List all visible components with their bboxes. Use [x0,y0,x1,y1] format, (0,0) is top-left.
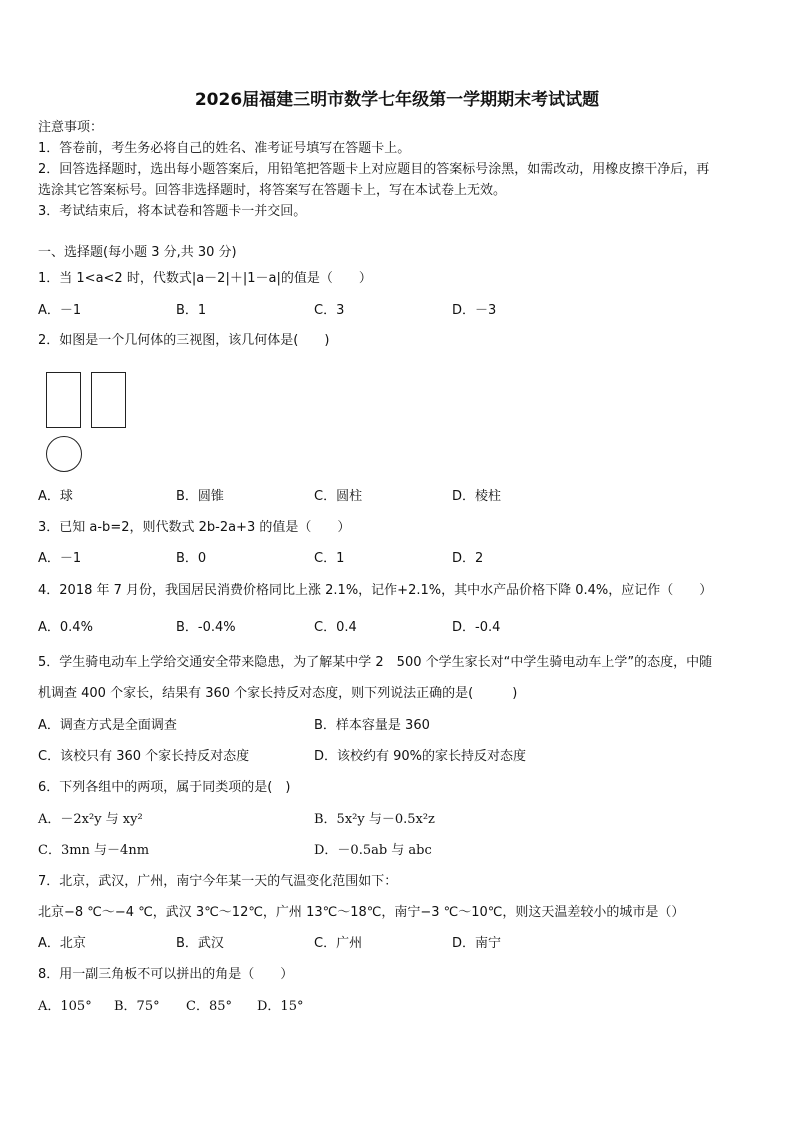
option-a: A．－2x²y 与 xy² [38,812,143,827]
question-stem-continued: 北京−8 ℃～−4 ℃，武汉 3℃～12℃，广州 13℃～18℃，南宁−3 ℃～10℃，则这天温差较小的城市是（） [38,905,685,920]
option-a: A．北京 [38,936,86,951]
notice-item: 2．回答选择题时，选出每小题答案后，用铅笔把答题卡上对应题目的答案标号涂黑，如需改动，用橡皮擦干净后，再 [38,162,710,177]
option-b: B．5x²y 与－0.5x²z [314,812,435,827]
option-c: C．3 [314,303,345,318]
option-c: C．85° [186,999,232,1014]
option-d: D．2 [452,551,484,566]
option-c: C．0.4 [314,620,357,635]
top-view-circle [46,436,82,472]
option-d: D．15° [257,999,304,1014]
question-stem: 8．用一副三角板不可以拼出的角是（ ） [38,967,294,982]
option-d: D．－3 [452,303,497,318]
option-c: C．3mn 与－4nm [38,843,150,858]
option-a: A．球 [38,489,73,504]
notice-heading: 注意事项： [38,120,104,135]
section-heading: 一、选择题(每小题 3 分,共 30 分) [38,245,237,260]
question-stem: 2．如图是一个几何体的三视图，该几何体是( ) [38,333,330,348]
option-b: B．75° [114,999,160,1014]
option-a: A．105° [38,999,92,1014]
option-a: A．－1 [38,551,82,566]
notice-item: 3．考试结束后，将本试卷和答题卡一并交回。 [38,204,307,219]
option-d: D．－0.5ab 与 abc [314,843,432,858]
option-b: B．1 [176,303,207,318]
option-c: C．圆柱 [314,489,363,504]
option-b: B．圆锥 [176,489,224,504]
exam-title: 2026届福建三明市数学七年级第一学期期末考试试题 [194,90,600,110]
question-stem: 1．当 1<a<2 时，代数式|a－2|＋|1－a|的值是（ ） [38,271,372,286]
notice-item: 选涂其它答案标号。回答非选择题时，将答案写在答题卡上，写在本试卷上无效。 [38,183,507,198]
question-stem: 3．已知 a-b=2，则代数式 2b-2a+3 的值是（ ） [38,520,351,535]
option-c: C．广州 [314,936,363,951]
question-stem: 5．学生骑电动车上学给交通安全带来隐患，为了解某中学 2 500 个学生家长对“中学生骑电动车上学”的态度，中随 [38,655,713,670]
question-stem: 7．北京，武汉，广州，南宁今年某一天的气温变化范围如下： [38,874,398,889]
option-b: B．样本容量是 360 [314,718,430,733]
side-view-rectangle [91,372,126,428]
option-b: B．武汉 [176,936,224,951]
option-d: D．该校约有 90%的家长持反对态度 [314,749,527,764]
notice-item: 1．答卷前，考生务必将自己的姓名、准考证号填写在答题卡上。 [38,141,411,156]
option-a: A．调查方式是全面调查 [38,718,177,733]
option-c: C．1 [314,551,345,566]
option-b: B．0 [176,551,207,566]
question-stem: 4．2018 年 7 月份，我国居民消费价格同比上涨 2.1%，记作+2.1%，其中水产品价格下降 0.4%，应记作（ ） [38,583,713,598]
option-a: A．－1 [38,303,82,318]
option-d: D．棱柱 [452,489,502,504]
question-stem-continued: 机调查 400 个家长，结果有 360 个家长持反对态度，则下列说法正确的是( ) [38,686,518,701]
option-d: D．-0.4 [452,620,501,635]
front-view-rectangle [46,372,81,428]
option-b: B．-0.4% [176,620,236,635]
option-a: A．0.4% [38,620,93,635]
option-c: C．该校只有 360 个家长持反对态度 [38,749,250,764]
question-stem: 6．下列各组中的两项，属于同类项的是( ) [38,780,291,795]
option-d: D．南宁 [452,936,502,951]
